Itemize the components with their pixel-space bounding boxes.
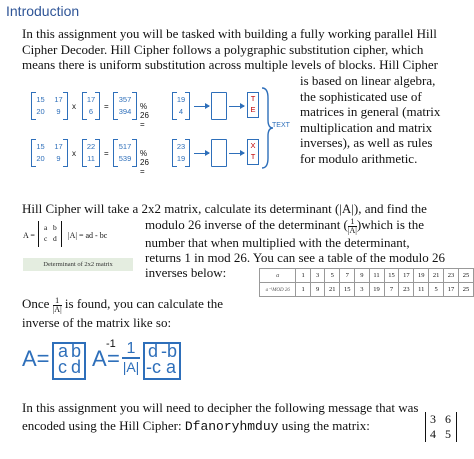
once-line: inverse of the matrix like so: [22, 315, 172, 330]
matrix-inverse-formula: A= a b c d A -1 = 1 |A| d -b -c a [22, 338, 222, 380]
letter-vector: X T [247, 139, 259, 165]
side-line: the sophisticated use of [300, 88, 422, 104]
determinant-line: inverses below: [145, 265, 227, 280]
arrow-icon [194, 153, 209, 154]
determinant-line: returns 1 in mod 26. You can see a table of the modulo 26 [145, 250, 446, 265]
plaintext-vector: 17 6 [82, 92, 100, 120]
once-paragraph: Once $\frac{1}{|A|}$ is found, you can calculate the [22, 295, 224, 314]
final-paragraph: encoded using the Hill Cipher: Dfanoryhmduy using the matrix: [22, 418, 370, 434]
side-line: matrices in general (matrix [300, 104, 441, 119]
text-label: TEXT [272, 122, 290, 129]
key-matrix: 15 17 20 9 [31, 92, 68, 120]
side-line: multiplication and matrix [300, 119, 433, 135]
letter-vector: T E [247, 92, 259, 118]
side-line: inverses), as well as rules [300, 135, 433, 150]
intro-line: Cipher Decoder. Hill Cipher follows a polygraphic substitution cipher, which [22, 41, 424, 57]
key-matrix-final: 3 6 4 5 [425, 412, 457, 442]
side-line: for modulo arithmetic. [300, 150, 418, 166]
side-line: is based on linear algebra, [300, 73, 436, 88]
modulo-inverse-table [259, 268, 474, 297]
inverse-fraction: 1 |A| [122, 340, 140, 375]
intro-line: In this assignment you will be tasked with building a fully working parallel Hill [22, 26, 437, 41]
determinant-line: Hill Cipher will take a 2x2 matrix, calculate its determinant (|A|), and find the [22, 201, 427, 216]
inverse-fraction: $\frac{1}{|A|}$ [52, 295, 62, 314]
intro-line: means there is uniform substitution across multiple levels of blocks. Hill Cipher [22, 57, 438, 72]
determinant-caption: Determinant of 2x2 matrix [23, 258, 133, 271]
final-line: In this assignment you will need to decipher the following message that was [22, 400, 419, 415]
arrow-icon [194, 106, 209, 107]
product-vector: 357 394 [113, 92, 137, 120]
section-heading: Introduction [6, 3, 80, 19]
product-vector: 517 539 [113, 139, 137, 167]
determinant-formula: A = a b c d |A| = ad - bc [23, 218, 133, 254]
key-matrix: 15 17 20 9 [31, 139, 68, 167]
matrix-a: a b c d [52, 342, 86, 380]
arrow-icon [229, 153, 244, 154]
mod-vector: 23 19 [172, 139, 190, 167]
matrix-a: a b c d [38, 221, 62, 247]
determinant-line: number that when multiplied with the determinant, [145, 235, 410, 250]
table-row: a 1 3 5 7 9 11 15 17 19 21 23 25 [260, 269, 474, 283]
intro-paragraph [22, 26, 438, 73]
adjugate-matrix: d -b -c a [143, 342, 181, 380]
mod-vector: 19 4 [172, 92, 190, 120]
plaintext-vector: 22 11 [82, 139, 100, 167]
cipher-message: Dfanoryhmduy [184, 419, 279, 434]
empty-vector-icon [211, 92, 227, 120]
side-paragraph [300, 73, 440, 166]
determinant-paragraph: modulo 26 inverse of the determinant ( $\frac{1}{|A|}$ )which is the [145, 216, 425, 235]
empty-vector-icon [211, 139, 227, 167]
arrow-icon [229, 106, 244, 107]
table-row: a⁻¹MOD 26 1 9 21 15 3 19 7 23 11 5 17 25 [260, 283, 474, 297]
inverse-fraction: $\frac{1}{|A|}$ [347, 216, 357, 235]
